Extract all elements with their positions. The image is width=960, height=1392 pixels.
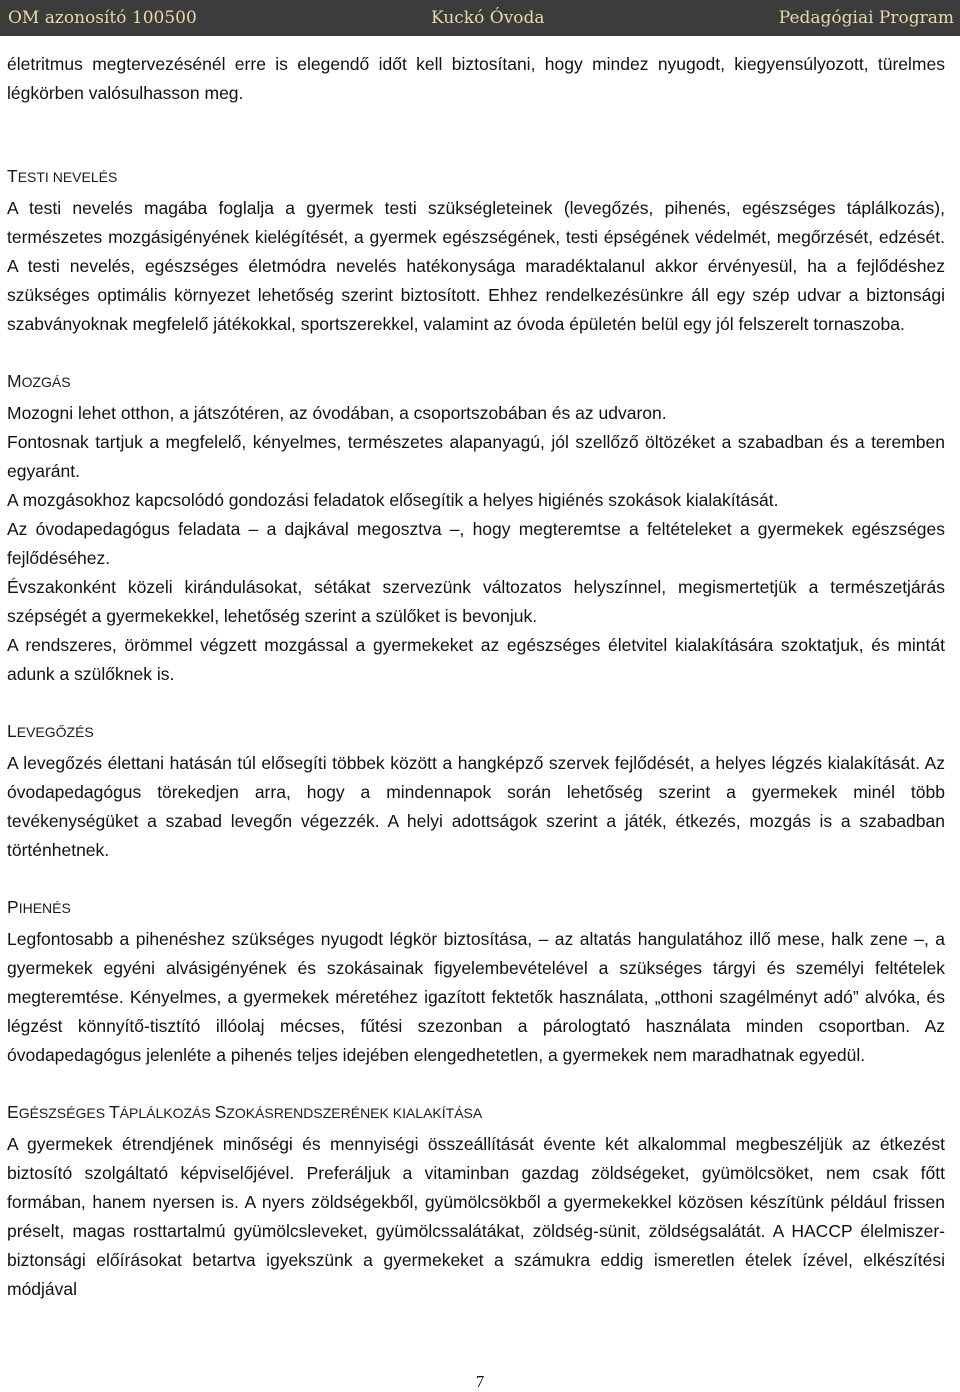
paragraph: A testi nevelés magába foglalja a gyermek testi szükségleteinek (levegőzés, pihenés, egészséges táplálkozás), természetes mozgásigényének kielégítését, a gyermek egészségének, testi épségének védelmét, megőrzését, edzését. A testi nevelés, egészséges életmódra nevelés hatékonysága maradéktalanul akkor érvényesül, ha a fejlődéshez szükséges optimális környezet lehetőség szerint biztosított. Ehhez rendelkezésünkre áll egy szép udvar a biztonsági szabványoknak megfelelő játékokkal, sportszerekkel, valamint az óvoda épületén belül egy jól felszerelt tornaszoba. xyxy=(7,198,945,334)
paragraph: A gyermekek étrendjének minőségi és mennyiségi összeállítását évente két alkalommal megbeszéljük az étkezést biztosító szolgáltató képviselőjével. Preferáljuk a vitaminban gazdag zöldségeket, gyümölcsöket, nem csak főtt formában, hanem nyersen is. A nyers zöldségekből, gyümölcsökből a gyermekekkel közösen készítünk például frissen préselt, magas rosttartalmú gyümölcsleveket, gyümölcssalátákat, zöldség-sünit, zöldségsalátát. A HACCP élelmiszer-biztonsági előírásokat betartva igyekszünk a gyermekeket a számukra eddig ismeretlen ételek ízével, elkészítési módjával xyxy=(7,1134,945,1299)
heading-testi-neveles: TESTI NEVELÉS xyxy=(7,166,118,186)
paragraph: Évszakonként közeli kirándulásokat, sétákat szervezünk változatos helyszínnel, megismertetjük a természetjárás szépségét a gyermekekkel, lehetőség szerint a szülőket is bevonjuk. xyxy=(7,577,945,626)
paragraph: Mozogni lehet otthon, a játszótéren, az óvodában, a csoportszobában és az udvaron. xyxy=(7,403,667,423)
page-header xyxy=(0,0,960,36)
paragraph: A rendszeres, örömmel végzett mozgással a gyermekeket az egészséges életvitel kialakítására szoktatjuk, és mintát adunk a szülőknek is. xyxy=(7,635,945,684)
heading-mozgas: MOZGÁS xyxy=(7,371,71,391)
intro-paragraph: életritmus megtervezésénél erre is elegendő időt kell biztosítani, hogy mindez nyugodt, kiegyensúlyozott, türelmes légkörben valósulhasson meg. xyxy=(7,54,945,103)
header-om-id: OM azonosító 100500 xyxy=(8,8,197,28)
paragraph: A levegőzés élettani hatásán túl elősegíti többek között a hangképző szervek fejlődését, a helyes légzés kialakítását. Az óvodapedagógus törekedjen arra, hogy a mindennapok során lehetőség szerint a gyermekek minél több tevékenységüket a szabad levegőn végezzék. A helyi adottságok szerint a játék, étkezés, mozgás is a szabadban történhetnek. xyxy=(7,753,945,860)
header-document-title: Pedagógiai Program xyxy=(778,8,954,28)
paragraph: Legfontosabb a pihenéshez szükséges nyugodt légkör biztosítása, – az altatás hangulatához illő mese, halk zene –, a gyermekek egyéni alvásigényének és szokásainak figyelembevételével a szükséges tárgyi és személyi feltételek megteremtése. Kényelmes, a gyermekek méretéhez igazított fektetők használata, „otthoni szagélményt adó” alvóka, és légzést könnyítő-tisztító illóolaj mécses, fűtési szezonban a párologtató használata minden csoportban. Az óvodapedagógus jelenléte a pihenés teljes idejében elengedhetetlen, a gyermekek nem maradhatnak egyedül. xyxy=(7,929,945,1065)
paragraph: A mozgásokhoz kapcsolódó gondozási feladatok elősegítik a helyes higiénés szokások kialakítását. xyxy=(7,490,779,510)
heading-egeszseges-taplalkozas: EGÉSZSÉGES TÁPLÁLKOZÁS SZOKÁSRENDSZERÉNEK KIALAKÍTÁSA xyxy=(7,1102,483,1122)
heading-pihenes: PIHENÉS xyxy=(7,897,71,917)
header-institution: Kuckó Óvoda xyxy=(431,8,545,28)
document-body xyxy=(7,50,945,1304)
heading-levegozes: LEVEGŐZÉS xyxy=(7,721,94,741)
paragraph: Az óvodapedagógus feladata – a dajkával megosztva –, hogy megteremtse a feltételeket a gyermekek egészséges fejlődéséhez. xyxy=(7,519,945,568)
page-number: 7 xyxy=(475,1372,485,1391)
paragraph: Fontosnak tartjuk a megfelelő, kényelmes, természetes alapanyagú, jól szellőző öltözéket a szabadban és a teremben egyaránt. xyxy=(7,432,945,481)
